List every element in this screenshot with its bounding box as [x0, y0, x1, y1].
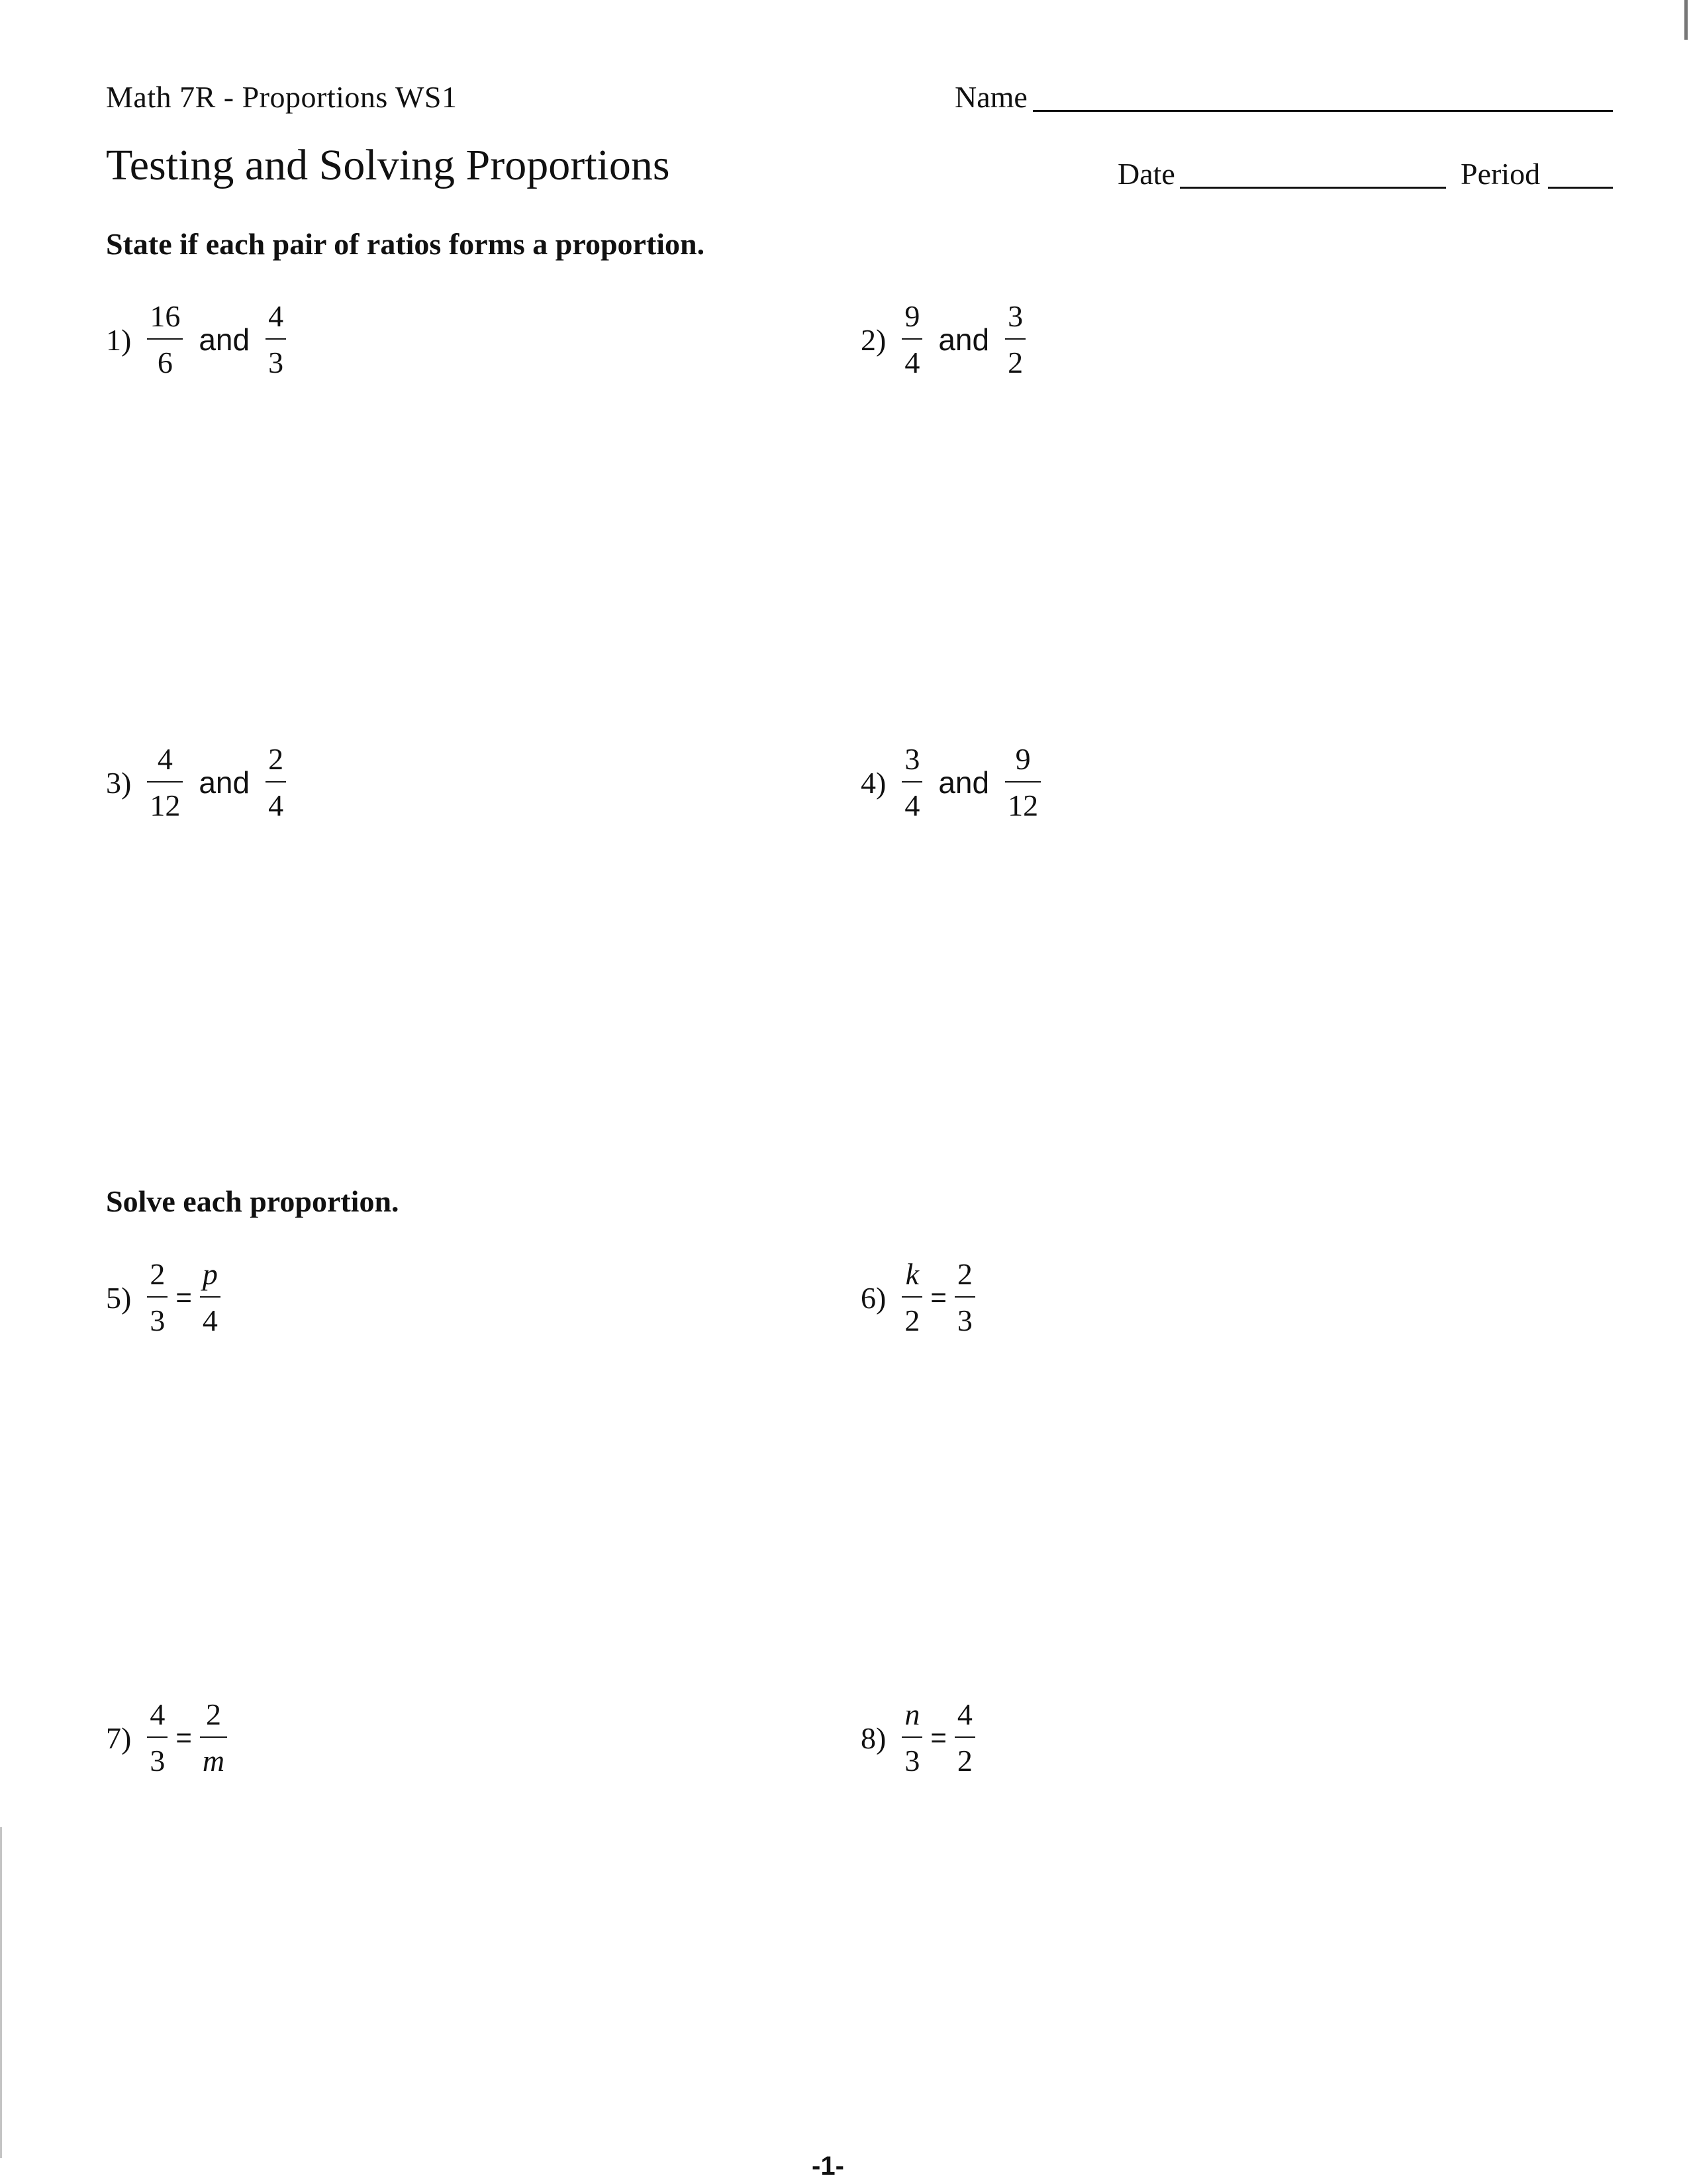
numerator: 2 [150, 1257, 166, 1291]
date-field[interactable] [1180, 187, 1446, 189]
numerator: p [202, 1257, 218, 1291]
fraction-bar [200, 1296, 220, 1298]
fraction-b [1005, 301, 1026, 378]
fraction-a [902, 744, 922, 821]
fraction-b [265, 744, 286, 821]
fraction-bar [147, 338, 183, 340]
name-label: Name [955, 80, 1028, 114]
fraction-b [200, 1259, 220, 1336]
problem-number: 5) [106, 1280, 132, 1315]
fraction-b [955, 1259, 975, 1336]
denominator: 3 [150, 1744, 166, 1778]
fraction-bar [147, 1736, 168, 1738]
denominator: 4 [904, 346, 920, 379]
numerator: 9 [1015, 742, 1031, 776]
name-field[interactable] [1033, 110, 1613, 112]
denominator: 3 [957, 1304, 973, 1337]
fraction-a [147, 1259, 168, 1336]
fraction-bar [147, 1296, 168, 1298]
denominator: m [202, 1744, 225, 1778]
problem-8 [861, 1691, 979, 1784]
problem-2 [861, 293, 1030, 386]
problem-number: 4) [861, 765, 887, 800]
denominator: 2 [957, 1744, 973, 1778]
problem-4 [861, 736, 1045, 829]
numerator: 2 [205, 1697, 221, 1731]
page-title: Testing and Solving Proportions [106, 141, 670, 189]
equals-sign: = [175, 1722, 192, 1753]
denominator: 4 [904, 788, 920, 822]
equals-sign: = [930, 1282, 947, 1313]
problem-number: 1) [106, 322, 132, 357]
numerator: 4 [957, 1697, 973, 1731]
problem-1 [106, 293, 290, 386]
fraction-b [955, 1699, 975, 1776]
denominator: 4 [268, 788, 284, 822]
connector: and [199, 765, 250, 800]
page-number: -1- [812, 2152, 844, 2181]
section-1-instruction: State if each pair of ratios forms a proportion. [106, 227, 705, 261]
equals-sign: = [175, 1282, 192, 1313]
problem-7 [106, 1691, 231, 1784]
scan-edge-mark [0, 1827, 2, 2158]
problem-6 [861, 1251, 979, 1344]
denominator: 12 [150, 788, 181, 822]
denominator: 2 [904, 1304, 920, 1337]
fraction-bar [265, 338, 286, 340]
problem-number: 6) [861, 1280, 887, 1315]
numerator: n [904, 1697, 920, 1731]
fraction-bar [902, 1296, 922, 1298]
numerator: 2 [268, 742, 284, 776]
fraction-bar [902, 1736, 922, 1738]
date-label: Date [1118, 157, 1175, 191]
fraction-bar [902, 781, 922, 783]
problem-3 [106, 736, 290, 829]
connector: and [938, 765, 990, 800]
numerator: 9 [904, 299, 920, 333]
fraction-a [902, 301, 922, 378]
problem-number: 7) [106, 1721, 132, 1755]
fraction-bar [147, 781, 183, 783]
fraction-bar [902, 338, 922, 340]
fraction-b [1005, 744, 1041, 821]
numerator: 3 [904, 742, 920, 776]
fraction-a [147, 301, 183, 378]
numerator: k [905, 1257, 920, 1291]
fraction-bar [1005, 338, 1026, 340]
denominator: 3 [268, 346, 284, 379]
numerator: 2 [957, 1257, 973, 1291]
period-label: Period [1461, 157, 1541, 191]
problem-number: 3) [106, 765, 132, 800]
fraction-bar [955, 1736, 975, 1738]
denominator: 3 [904, 1744, 920, 1778]
numerator: 3 [1008, 299, 1024, 333]
connector: and [199, 322, 250, 357]
fraction-bar [955, 1296, 975, 1298]
fraction-b [200, 1699, 227, 1776]
connector: and [938, 322, 990, 357]
fraction-a [147, 1699, 168, 1776]
fraction-bar [200, 1736, 227, 1738]
section-2-instruction: Solve each proportion. [106, 1184, 399, 1218]
period-field[interactable] [1548, 187, 1613, 189]
equals-sign: = [930, 1722, 947, 1753]
numerator: 4 [268, 299, 284, 333]
fraction-b [265, 301, 286, 378]
numerator: 16 [150, 299, 181, 333]
problem-number: 2) [861, 322, 887, 357]
problem-5 [106, 1251, 224, 1344]
fraction-a [902, 1259, 922, 1336]
course-label: Math 7R - Proportions WS1 [106, 80, 458, 114]
denominator: 12 [1008, 788, 1039, 822]
fraction-bar [265, 781, 286, 783]
scan-corner-mark [1684, 0, 1688, 40]
denominator: 2 [1008, 346, 1024, 379]
denominator: 3 [150, 1304, 166, 1337]
fraction-a [147, 744, 183, 821]
numerator: 4 [150, 1697, 166, 1731]
fraction-a [902, 1699, 922, 1776]
numerator: 4 [157, 742, 173, 776]
fraction-bar [1005, 781, 1041, 783]
problem-number: 8) [861, 1721, 887, 1755]
denominator: 6 [157, 346, 173, 379]
denominator: 4 [202, 1304, 218, 1337]
